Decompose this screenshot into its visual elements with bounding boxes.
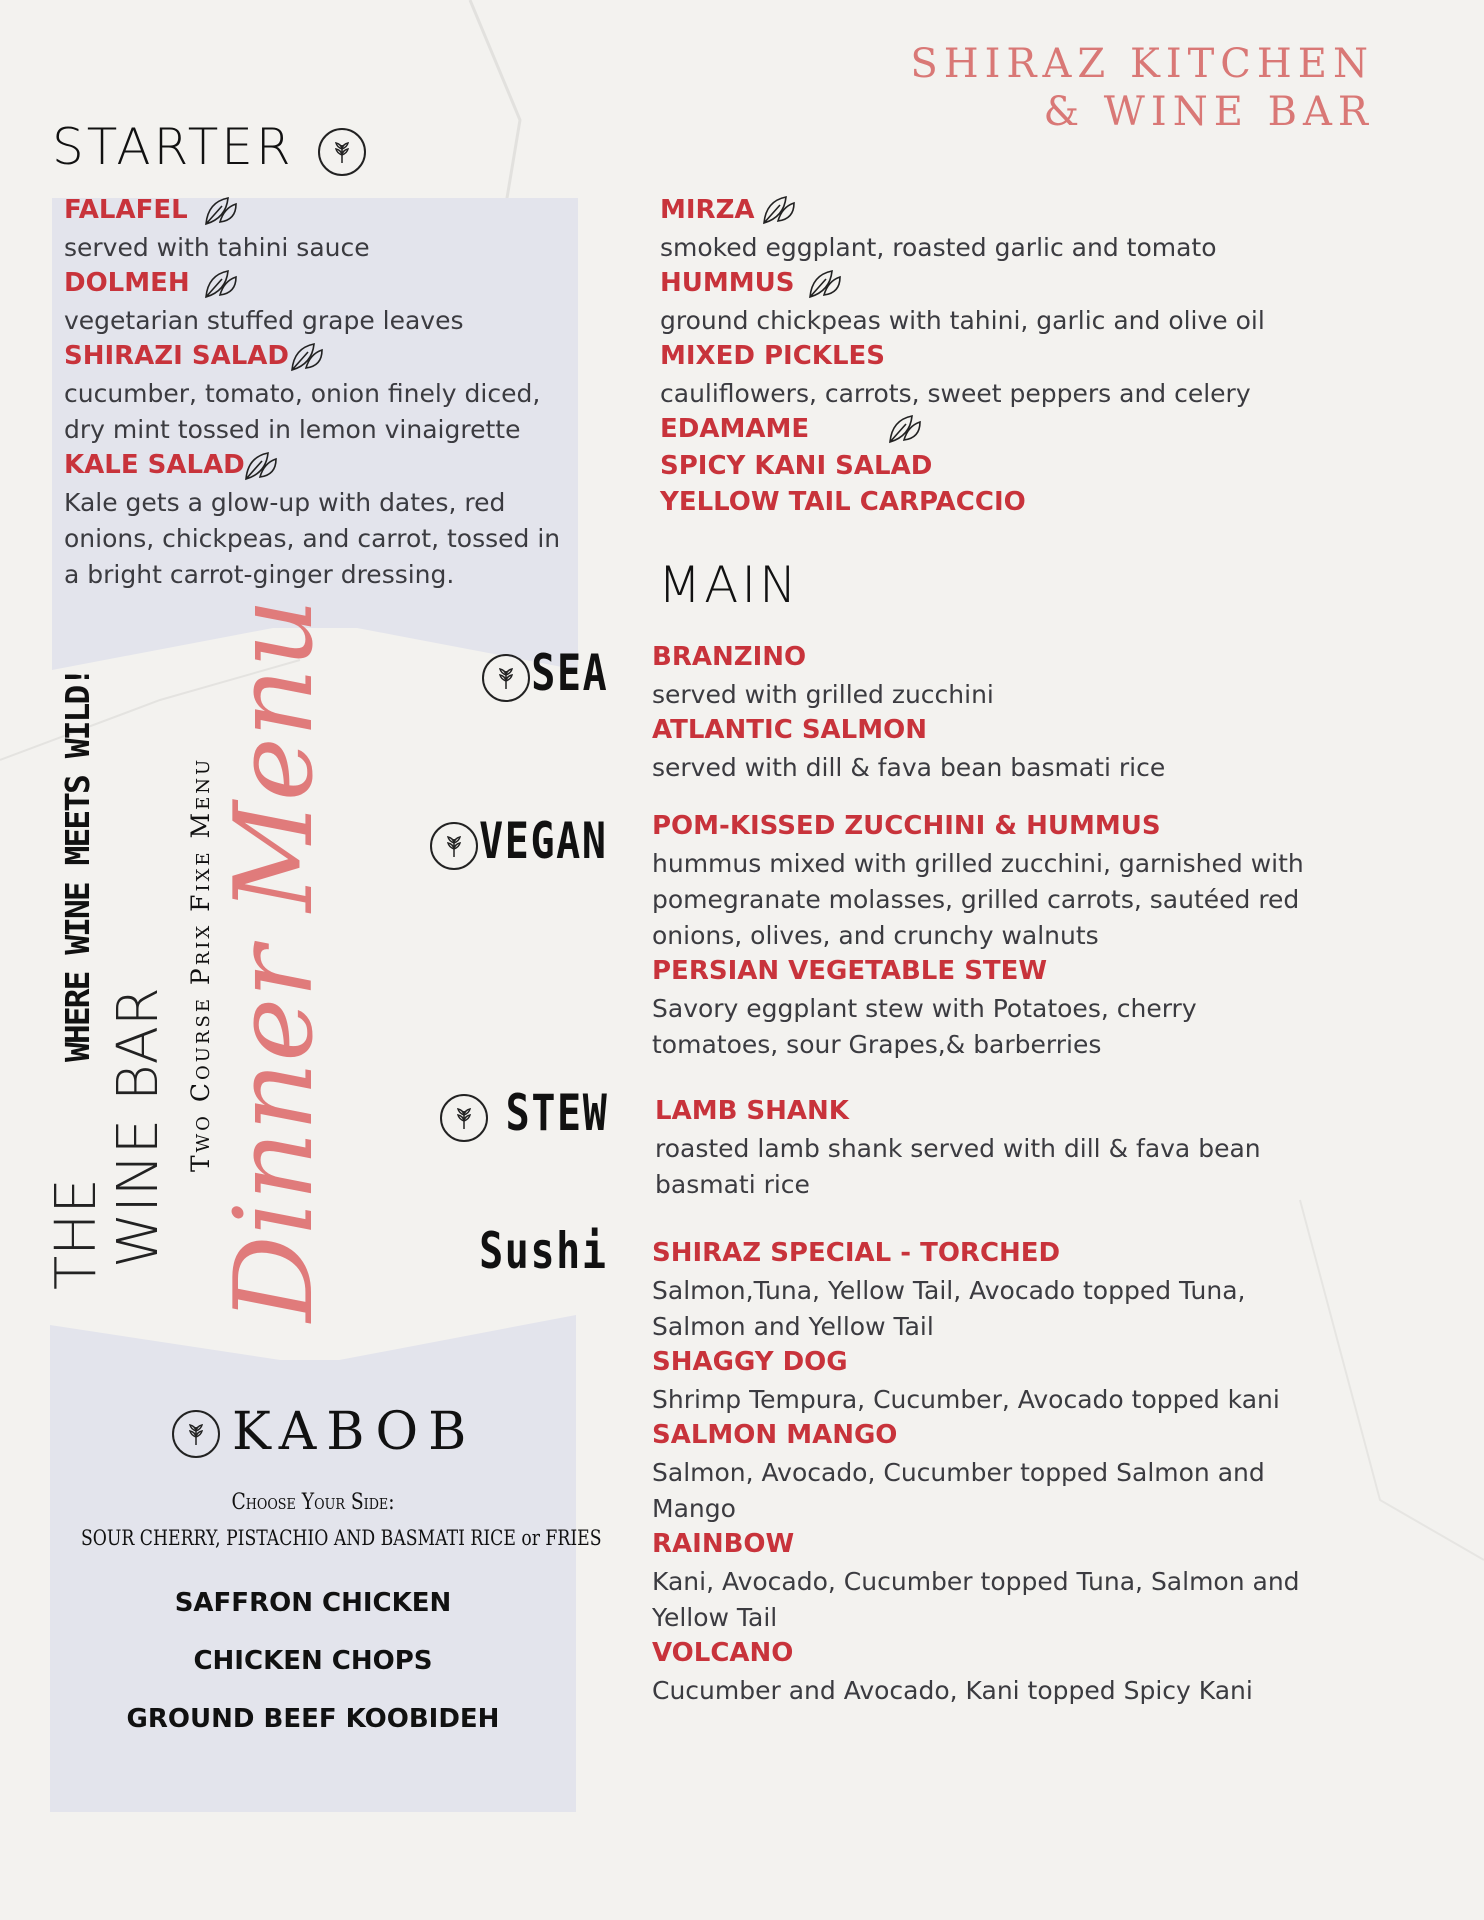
kabob-sides: SOUR CHERRY, PISTACHIO AND BASMATI RICE or FRIES <box>80 1526 602 1550</box>
leaf-icon <box>886 412 924 446</box>
menu-item-shaggy-dog: SHAGGY DOG <box>652 1347 848 1377</box>
item-desc: Shrimp Tempura, Cucumber, Avocado topped kani <box>652 1385 1280 1414</box>
item-desc: vegetarian stuffed grape leaves <box>64 306 464 335</box>
item-desc: served with dill & fava bean basmati rice <box>652 753 1166 782</box>
item-desc: Savory eggplant stew with Potatoes, cherry <box>652 994 1197 1023</box>
section-label-sushi: Sushi <box>479 1222 608 1280</box>
item-desc: Salmon and Yellow Tail <box>652 1312 934 1341</box>
item-desc: Mango <box>652 1494 736 1523</box>
leaf-icon <box>202 194 240 228</box>
menu-item-shiraz-special: SHIRAZ SPECIAL - TORCHED <box>652 1238 1061 1268</box>
kabob-item-saffron-chicken: SAFFRON CHICKEN <box>174 1588 452 1618</box>
menu-item-volcano: VOLCANO <box>652 1638 794 1668</box>
gluten-free-badge-icon <box>172 1410 220 1458</box>
dinner-menu-title: Dinner Menu <box>212 598 337 1322</box>
menu-item-lamb-shank: LAMB SHANK <box>655 1096 849 1126</box>
gluten-free-badge-icon <box>482 654 530 702</box>
title-wine-bar: WINE BAR <box>106 987 171 1268</box>
item-desc: Salmon,Tuna, Yellow Tail, Avocado topped Tuna, <box>652 1276 1246 1305</box>
leaf-icon <box>288 340 326 374</box>
kabob-item-ground-beef-koobideh: GROUND BEEF KOOBIDEH <box>126 1704 500 1734</box>
menu-item-rainbow: RAINBOW <box>652 1529 795 1559</box>
item-desc: ground chickpeas with tahini, garlic and olive oil <box>660 306 1265 335</box>
leaf-icon <box>242 449 280 483</box>
item-desc: onions, chickpeas, and carrot, tossed in <box>64 524 561 553</box>
brand-line-1: SHIRAZ KITCHEN <box>910 41 1374 87</box>
kabob-item-chicken-chops: CHICKEN CHOPS <box>193 1646 433 1676</box>
menu-item-yellow-tail-carpaccio: YELLOW TAIL CARPACCIO <box>660 487 1026 517</box>
item-desc: Cucumber and Avocado, Kani topped Spicy Kani <box>652 1676 1253 1705</box>
starter-heading: STARTER <box>52 118 294 176</box>
menu-item-branzino: BRANZINO <box>652 642 807 672</box>
menu-item-dolmeh: DOLMEH <box>64 268 190 298</box>
item-desc: served with tahini sauce <box>64 233 370 262</box>
item-desc: Yellow Tail <box>652 1603 778 1632</box>
section-label-vegan: VEGAN <box>479 812 608 870</box>
leaf-icon <box>760 193 798 227</box>
menu-item-salmon-mango: SALMON MANGO <box>652 1420 898 1450</box>
kabob-heading: KABOB <box>232 1402 477 1462</box>
section-label-sea: SEA <box>530 644 608 702</box>
menu-item-atlantic-salmon: ATLANTIC SALMON <box>652 715 927 745</box>
section-label-stew: STEW <box>505 1084 608 1142</box>
gluten-free-badge-icon <box>440 1094 488 1142</box>
item-desc: roasted lamb shank served with dill & fava bean <box>655 1134 1261 1163</box>
item-desc: basmati rice <box>655 1170 810 1199</box>
menu-item-pom-kissed-zucchini: POM-KISSED ZUCCHINI & HUMMUS <box>652 811 1161 841</box>
item-desc: pomegranate molasses, grilled carrots, sautéed red <box>652 885 1300 914</box>
item-desc: hummus mixed with grilled zucchini, garnished with <box>652 849 1304 878</box>
item-desc: Salmon, Avocado, Cucumber topped Salmon and <box>652 1458 1265 1487</box>
menu-item-edamame: EDAMAME <box>660 414 810 444</box>
gluten-free-badge-icon <box>318 128 366 176</box>
brand-line-2: & WINE BAR <box>1043 89 1374 135</box>
leaf-icon <box>202 267 240 301</box>
kabob-choose-side: Choose Your Side: <box>231 1490 395 1515</box>
item-desc: dry mint tossed in lemon vinaigrette <box>64 415 521 444</box>
item-desc: cucumber, tomato, onion finely diced, <box>64 379 541 408</box>
item-desc: tomatoes, sour Grapes,& barberries <box>652 1030 1102 1059</box>
menu-item-mirza: MIRZA <box>660 195 755 225</box>
item-desc: cauliflowers, carrots, sweet peppers and celery <box>660 379 1251 408</box>
menu-item-mixed-pickles: MIXED PICKLES <box>660 341 885 371</box>
item-desc: smoked eggplant, roasted garlic and tomato <box>660 233 1217 262</box>
menu-item-falafel: FALAFEL <box>64 195 188 225</box>
panel-chevron-bottom <box>50 1315 576 1365</box>
main-heading: MAIN <box>658 556 800 614</box>
menu-item-spicy-kani-salad: SPICY KANI SALAD <box>660 451 933 481</box>
menu-item-hummus: HUMMUS <box>660 268 795 298</box>
prix-fixe-subtitle: Two Course Prix Fixe Menu <box>186 756 215 1172</box>
brand-name <box>910 40 1374 136</box>
item-desc: a bright carrot-ginger dressing. <box>64 560 455 589</box>
gluten-free-badge-icon <box>430 822 478 870</box>
menu-item-shirazi-salad: SHIRAZI SALAD <box>64 341 289 371</box>
tagline: WHERE WINE MEETS WILD! <box>58 668 97 1062</box>
menu-item-kale-salad: KALE SALAD <box>64 450 245 480</box>
item-desc: Kale gets a glow-up with dates, red <box>64 488 506 517</box>
leaf-icon <box>806 267 844 301</box>
title-the: THE <box>44 1178 109 1290</box>
item-desc: onions, olives, and crunchy walnuts <box>652 921 1099 950</box>
menu-item-persian-vegetable-stew: PERSIAN VEGETABLE STEW <box>652 956 1048 986</box>
item-desc: served with grilled zucchini <box>652 680 994 709</box>
item-desc: Kani, Avocado, Cucumber topped Tuna, Salmon and <box>652 1567 1300 1596</box>
